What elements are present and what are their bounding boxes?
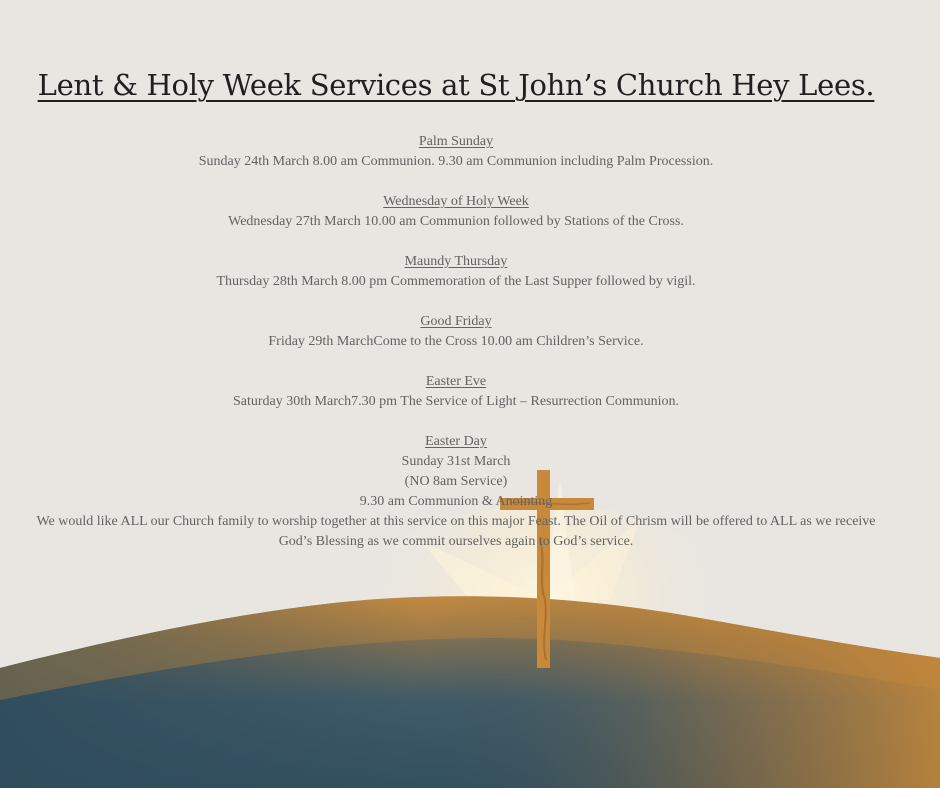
section-easter-eve [0, 372, 912, 412]
service-line: Saturday 30th March7.30 pm The Service of Light – Resurrection Communion. [232, 394, 680, 409]
section-easter-day [0, 432, 912, 552]
section-good-friday [0, 312, 912, 352]
service-line: Sunday 24th March 8.00 am Communion. 9.30 am Communion including Palm Procession. [198, 154, 714, 169]
section-heading: Palm Sunday [418, 134, 494, 149]
section-heading: Easter Eve [425, 374, 487, 389]
section-heading: Wednesday of Holy Week [383, 194, 529, 209]
section-heading: Maundy Thursday [404, 254, 508, 269]
hill [0, 596, 940, 788]
service-schedule [0, 132, 912, 572]
page-title: Lent & Holy Week Services at St John’s Church Hey Lees. [37, 68, 875, 102]
service-note: We would like ALL our Church family to worship together at this service on this major Feast. The Oil of Chrism will be offered to ALL as we receive [36, 514, 876, 529]
section-palm-sunday [0, 132, 912, 172]
section-heading: Good Friday [420, 314, 492, 329]
service-line: (NO 8am Service) [404, 474, 508, 489]
section-maundy-thursday [0, 252, 912, 292]
service-note: God’s Blessing as we commit ourselves again to God’s service. [278, 534, 634, 549]
service-line: Thursday 28th March 8.00 pm Commemoration of the Last Supper followed by vigil. [216, 274, 696, 289]
service-line: Sunday 31st March [401, 454, 511, 469]
service-line: Wednesday 27th March 10.00 am Communion followed by Stations of the Cross. [228, 214, 684, 229]
service-line: Friday 29th MarchCome to the Cross 10.00 am Children’s Service. [268, 334, 644, 349]
service-line: 9.30 am Communion & Anointing [359, 494, 553, 509]
section-wednesday-holy-week [0, 192, 912, 232]
section-heading: Easter Day [425, 434, 487, 449]
